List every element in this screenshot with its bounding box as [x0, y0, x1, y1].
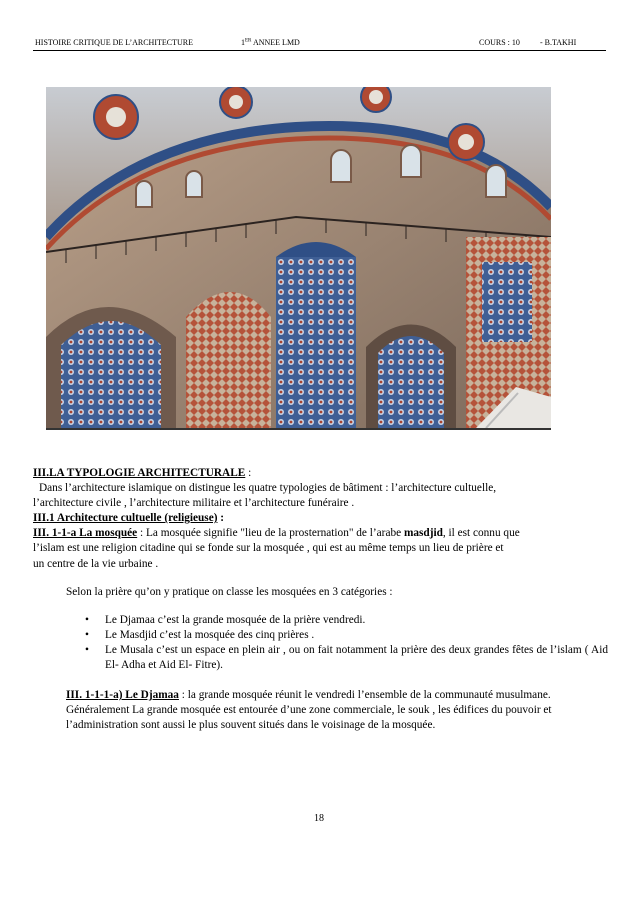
header-author: - B.TAKHI — [540, 38, 577, 47]
bullet-icon: • — [85, 643, 89, 656]
mosque-categories-list — [33, 613, 608, 673]
mosque-interior-photo — [46, 87, 551, 430]
page-number: 18 — [314, 813, 324, 824]
header-course-number: COURS : 10 — [479, 38, 520, 47]
header-year: 1ER ANNEE LMD — [241, 38, 300, 47]
bullet-icon: • — [85, 628, 89, 641]
section-heading: III.LA TYPOLOGIE ARCHITECTURALE : — [33, 467, 252, 479]
list-item: • Le Musala c’est un espace en plein air , ou on fait notamment la prière des deux grandes fêtes de l’islam ( Aid El- Adha et Aid El- Fitre). — [85, 643, 608, 672]
intro-line-1: Dans l’architecture islamique on distingue les quatre typologies de bâtiment : l’architecture cultuelle, — [39, 482, 497, 495]
list-item: • Le Djamaa c’est la grande mosquée de la prière vendredi. — [83, 613, 608, 628]
intro-line-2: l’architecture civile , l’architecture militaire et l’architecture funéraire . — [33, 497, 355, 510]
page-header — [33, 36, 606, 51]
djamaa-paragraph: III. 1-1-1-a) Le Djamaa : la grande mosquée réunit le vendredi l’ensemble de la communauté musulmane. Généralement La grande mosquée est entourée d’une zone commerciale, le souk , les édifices du pouvoir et l’administration sont aussi le plus souvent situés dans le voisinage de la mosquée. — [66, 689, 552, 732]
text-body — [33, 466, 608, 733]
list-item: • Le Masdjid c’est la mosquée des cinq prières . — [83, 628, 608, 643]
mosque-definition-line-2: l’islam est une religion citadine qui se fonde sur la mosquée , qui est au même temps un lieu de prière et — [33, 542, 504, 555]
mosque-definition-line-3: un centre de la vie urbaine . — [33, 557, 159, 570]
subsection-heading: III.1 Architecture cultuelle (religieuse) : — [33, 512, 225, 525]
mosque-definition-line-1: III. 1-1-a La mosquée : La mosquée signifie "lieu de la prosternation" de l’arabe masdjid, il est connu que — [33, 527, 520, 540]
header-course-title: HISTOIRE CRITIQUE DE L’ARCHITECTURE — [35, 38, 193, 47]
categories-intro: Selon la prière qu’on y pratique on classe les mosquées en 3 catégories : — [66, 585, 393, 598]
bullet-icon: • — [85, 613, 89, 626]
